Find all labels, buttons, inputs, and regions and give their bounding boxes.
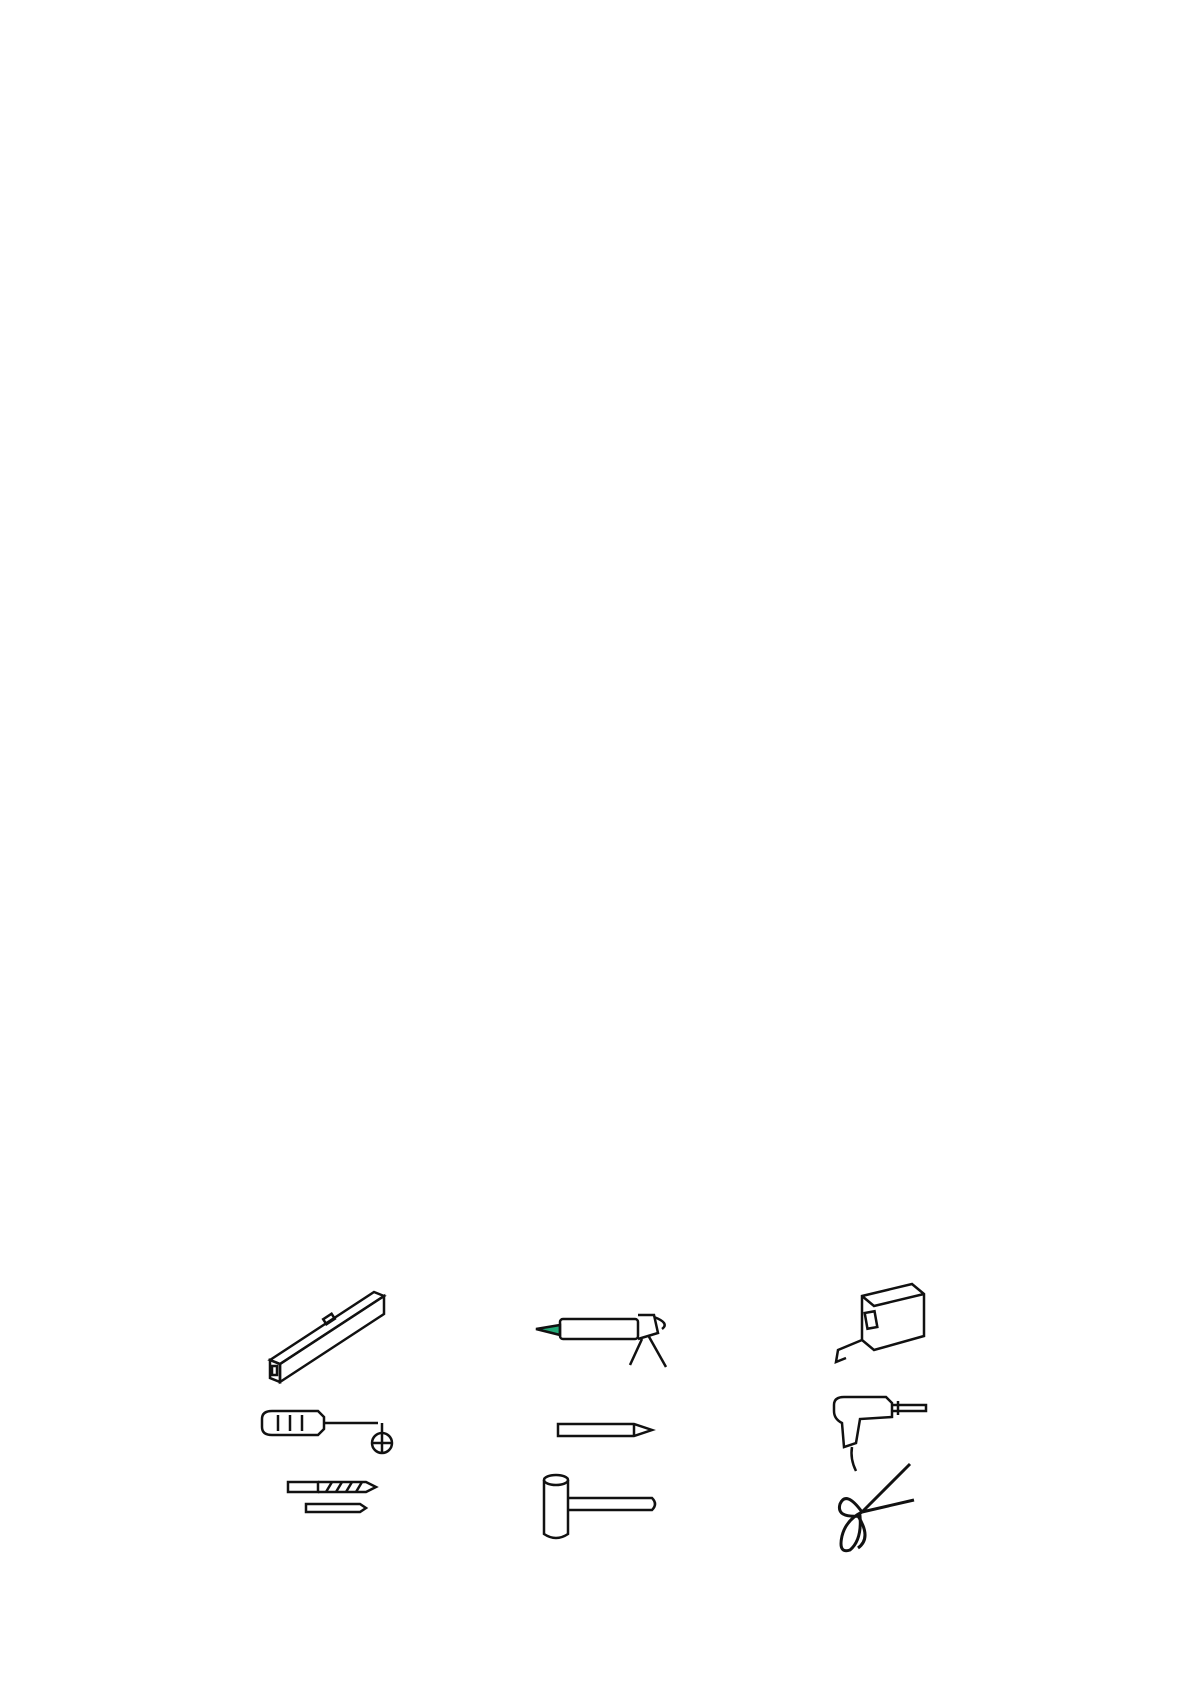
pencil-icon: [556, 1418, 656, 1442]
drill-bit-icon: [286, 1478, 386, 1518]
screwdriver-icon: [258, 1405, 398, 1465]
caulk-gun-icon: [530, 1305, 670, 1375]
scissors-icon: [832, 1460, 922, 1555]
level-icon: [262, 1282, 392, 1387]
tape-measure-icon: [832, 1278, 932, 1368]
mallet-icon: [540, 1472, 660, 1544]
